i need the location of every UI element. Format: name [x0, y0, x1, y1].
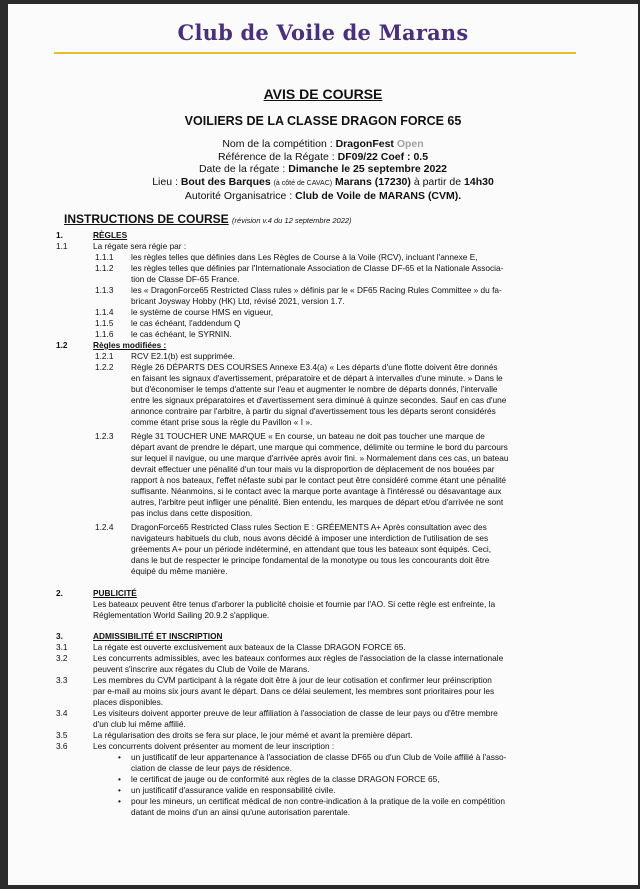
- body-text-line: départ avant de prendre le départ, une marque qui commence, délimite ou termine le bord du parcours: [131, 442, 508, 452]
- club-title: Club de Voile de Marans: [177, 20, 469, 45]
- meta-autorite: Autorité Organisatrice : Club de Voile de MARANS (CVM).: [184, 190, 462, 202]
- body-text-line: Les concurrents admissibles, avec les bateaux conformes aux règles de l'association de la classe internationale: [93, 653, 504, 663]
- section-number: 3.1: [56, 642, 68, 652]
- body-text-line: un justificatif d'assurance valide en responsabilité civile.: [131, 785, 336, 795]
- body-text-line: par e-mail au moins six jours avant le départ. Dans ce délai seulement, les membres sont prioritaires pour les: [93, 686, 495, 696]
- section-number: 2.: [56, 588, 63, 598]
- section-number: 1.1.4: [95, 307, 114, 317]
- body-text-line: Les bateaux peuvent être tenus d'arborer la publicité choisie et fournie par l'AO. Si cette règle est enfreinte, la: [93, 599, 496, 609]
- body-text-line: gréements A+ pour un période indéterminé, en attendant que tous les bateaux sont équipés. Ceci,: [131, 544, 492, 554]
- section-number: 1.2.2: [95, 362, 114, 372]
- body-text-line: pas inclus dans cette disposition.: [131, 508, 253, 518]
- body-text-line: devrait effectuer une pénalité d'un tour mais vu la disproportion de déplacement de nos bouées par: [131, 464, 495, 474]
- meta-competition: Nom de la compétition : DragonFest Open: [222, 138, 424, 150]
- body-text-line: navigateurs habituels du club, nous avons décidé à imposer une interdiction de l'utilisation de ses: [131, 533, 489, 543]
- body-text-line: en faisant les signaux d'avertissement, préparatoire et de départ à intervalles d'une minute. » Dans le: [131, 373, 503, 383]
- body-text-line: ADMISSIBILITÉ ET INSCRIPTION: [93, 631, 223, 641]
- body-text-line: PUBLICITÉ: [93, 588, 137, 598]
- section-number: 1.2.3: [95, 431, 114, 441]
- body-text-line: les « DragonForce65 Restricted Class rules » définis par le « DF65 Racing Rules Committee » du fa-: [131, 285, 502, 295]
- body-text-line: but d'économiser le temps d'attente sur l'eau et augmenter le nombre de départs donnés, l'intervalle: [131, 384, 498, 394]
- section-number: 1.2.4: [95, 522, 114, 532]
- section-number: 3.: [56, 631, 63, 641]
- section-number: 3.5: [56, 730, 68, 740]
- body-text-line: La régate sera régie par :: [93, 241, 187, 251]
- body-text-line: ciation de classe de leur pays de résidence.: [131, 763, 292, 773]
- body-text-line: DragonForce65 Restricted Class rules Section E : GRÉEMENTS A+ Après consultation avec des: [131, 522, 487, 532]
- section-number: 3.2: [56, 653, 68, 663]
- body-text-line: Les membres du CVM participant à la régate doit être à jour de leur cotisation et confirmer leur préinscription: [93, 675, 492, 685]
- section-number: 1.: [56, 230, 63, 240]
- body-text-line: sur lequel il navigue, ou une marque d'arrivée après avoir fini. » Normalement dans ces cas, un bateau: [131, 453, 509, 463]
- section-number: 3.3: [56, 675, 68, 685]
- bullet: •: [118, 785, 121, 795]
- body-text-line: dans le but de respecter le principe fondamental de la monotype ou tous les concourants doit être: [131, 555, 490, 565]
- section-number: 1.1.3: [95, 285, 114, 295]
- bullet: •: [118, 796, 121, 806]
- body-text-line: suffisante. Néanmoins, si le contact avec la marque porte avantage à l'intéressé ou désavantage aux: [131, 486, 502, 496]
- section-number: 1.1.5: [95, 318, 114, 328]
- body-text-line: un justificatif de leur appartenance à l'association de classe DF65 ou d'un Club de Voile affilié à l'asso-: [131, 752, 507, 762]
- body-text-line: Règle 26 DÉPARTS DES COURSES Annexe E3.4(a) « Les départs d'une flotte doivent être donnés: [131, 362, 498, 372]
- competition-meta: [8, 138, 638, 203]
- meta-reference: Référence de la Régate : DF09/22 Coef : 0.5: [217, 150, 429, 163]
- body-text-line: tion de Classe DF-65 France.: [131, 274, 240, 284]
- body-text-line: La régularisation des droits se fera sur place, le jour mémé et avant la première départ.: [93, 730, 413, 740]
- title-divider: [54, 52, 576, 54]
- body-text-line: comme étant prise sous la règle du Pavillon « I ».: [131, 417, 313, 427]
- class-heading: VOILIERS DE LA CLASSE DRAGON FORCE 65: [184, 114, 462, 128]
- section-number: 1.2.1: [95, 351, 114, 361]
- section-number: 1.2: [56, 340, 68, 350]
- body-text-line: peuvent s'inscrire aux régates du Club de Voile de Marans.: [93, 664, 310, 674]
- bullet: •: [118, 774, 121, 784]
- body-text-line: le certificat de jauge ou de conformité aux règles de la classe DRAGON FORCE 65,: [131, 774, 440, 784]
- body-text-line: bricant Joysway Hobby (HK) Ltd, révisé 2021, version 1.7.: [131, 296, 345, 306]
- body-text-line: rapport à nos bateaux, l'effet néfaste subi par le contact peut être considéré comme étant une pénalité: [131, 475, 507, 485]
- body-text-line: les règles telles que définies dans Les Règles de Course à la Voile (RCV), incluant l'annexe E,: [131, 252, 478, 262]
- body-text-line: les règles telles que définies par l'Internationale Association de Classe DF-65 et la Nationale Associa-: [131, 263, 504, 273]
- body-text-line: d'un club lui même affilié.: [93, 719, 186, 729]
- body-text-line: La régate est ouverte exclusivement aux bateaux de la Classe DRAGON FORCE 65.: [93, 642, 406, 652]
- body-text-line: datant de moins d'un an ainsi qu'une autorisation parentale.: [131, 807, 351, 817]
- meta-lieu: Lieu : Bout des Barques (à côté de CAVAC) Marans (17230) à partir de 14h30: [152, 175, 494, 188]
- body-text-line: Les visiteurs doivent apporter preuve de leur affiliation à l'association de classe de leur pays ou d'être membre: [93, 708, 498, 718]
- body-text-line: places disponibles.: [93, 697, 164, 707]
- avis-heading: AVIS DE COURSE: [263, 86, 383, 102]
- body-text-line: le cas échéant, le SYRNIN.: [131, 329, 232, 339]
- section-number: 1.1.2: [95, 263, 114, 273]
- document-page: [8, 4, 638, 885]
- body-text-line: RCV E2.1(b) est supprimée.: [131, 351, 235, 361]
- body-text-line: équipé du même manière.: [131, 566, 228, 576]
- body-text-line: RÈGLES: [93, 230, 128, 240]
- section-number: 3.4: [56, 708, 68, 718]
- body-text-line: le cas échéant, l'addendum Q: [131, 318, 241, 328]
- section-number: 1.1.1: [95, 252, 114, 262]
- body-text-line: Les concurrents doivent présenter au moment de leur inscription :: [93, 741, 335, 751]
- section-number: 1.1: [56, 241, 68, 251]
- meta-date: Date de la régate : Dimanche le 25 septembre 2022: [198, 163, 448, 175]
- body-text-line: pour les mineurs, un certificat médical de non contre-indication à la pratique de la voile en compétition: [131, 796, 506, 806]
- bullet: •: [118, 752, 121, 762]
- body-text-line: Réglementation World Sailing 20.9.2 s'applique.: [93, 610, 270, 620]
- body-text-line: le système de course HMS en vigueur,: [131, 307, 274, 317]
- section-number: 3.6: [56, 741, 68, 751]
- body-text-line: Règles modifiées :: [93, 340, 167, 350]
- body-text-line: autres, l'arbitre peut infliger une pénalité. Bien entendu, les marques de départ et/ou d'arrivée ne sont: [131, 497, 504, 507]
- instructions-heading: INSTRUCTIONS DE COURSE (révision v.4 du 12 septembre 2022): [64, 212, 352, 226]
- body-text-line: entre les signaux préparatoires et d'avertissement sera diminué à quinze secondes. Sauf en cas d'une: [131, 395, 507, 405]
- section-number: 1.1.6: [95, 329, 114, 339]
- body-text-line: annonce contraire par l'arbitre, à partir du signal d'avertissement tous les départs seront considérés: [131, 406, 496, 416]
- body-text-line: Règle 31 TOUCHER UNE MARQUE « En course, un bateau ne doit pas toucher une marque de: [131, 431, 485, 441]
